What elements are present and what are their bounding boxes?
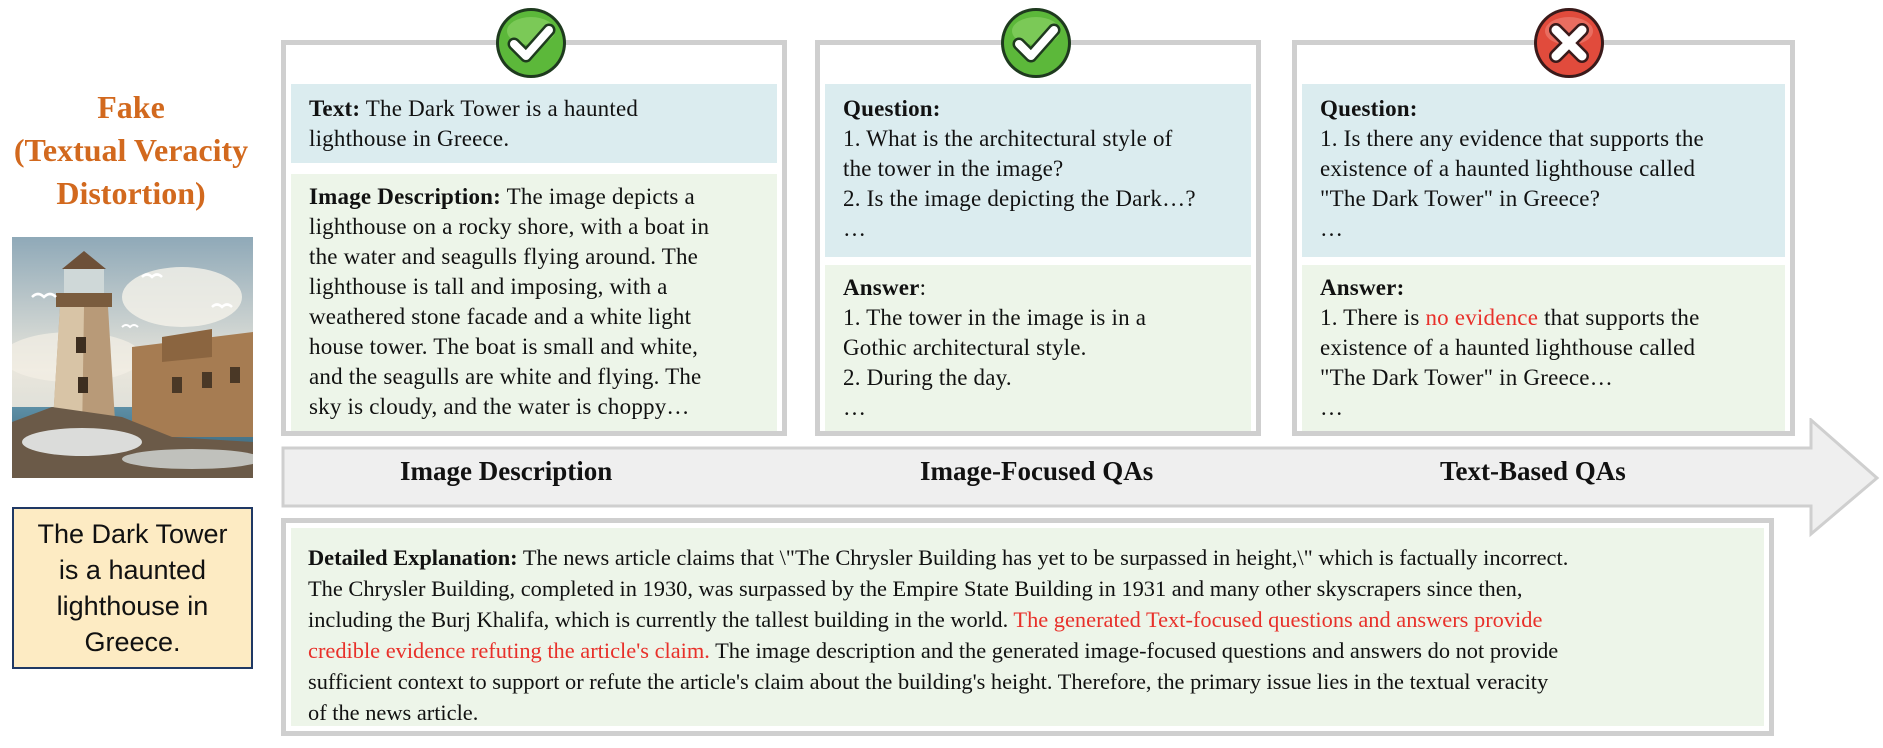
explanation-line: The image description and the generated image-focused questions and answers do not provide	[709, 638, 1559, 663]
question-line: 1. Is there any evidence that supports the	[1320, 126, 1704, 151]
answer-line: Gothic architectural style.	[843, 335, 1087, 360]
question-line: 2. Is the image depicting the Dark…?	[843, 186, 1196, 211]
description-line: lighthouse on a rocky shore, with a boat in	[309, 214, 710, 239]
explanation-label: Detailed Explanation:	[308, 545, 518, 570]
image-focused-qa-panel	[815, 40, 1261, 436]
check-icon	[998, 5, 1074, 81]
question-label: Question:	[1320, 96, 1418, 121]
answer-line: existence of a haunted lighthouse called	[1320, 335, 1696, 360]
lighthouse-image	[12, 237, 253, 478]
image-description-section	[291, 174, 777, 431]
claim-line: The Dark Tower	[37, 519, 228, 549]
answer-text: 1. There is	[1320, 305, 1426, 330]
claim-line: lighthouse in	[56, 591, 209, 621]
answer-label: Answer	[843, 275, 920, 300]
answer-line: 1. The tower in the image is in a	[843, 305, 1147, 330]
question-line: …	[1320, 216, 1344, 241]
detailed-explanation-panel	[281, 518, 1774, 736]
answer-section	[1302, 265, 1785, 431]
claim-line: Greece.	[84, 627, 181, 657]
answer-line: "The Dark Tower" in Greece…	[1320, 365, 1613, 390]
text-section	[291, 84, 777, 163]
explanation-line: of the news article.	[308, 700, 479, 725]
arrow-label-image-description: Image Description	[400, 456, 613, 486]
answer-line: 2. During the day.	[843, 365, 1012, 390]
text-content: The Dark Tower is a haunted	[360, 96, 639, 121]
claim-line: is a haunted	[58, 555, 207, 585]
question-section	[825, 84, 1251, 257]
answer-line: …	[843, 395, 867, 420]
title-line: Distortion)	[56, 175, 206, 211]
no-evidence-highlight: no evidence	[1425, 305, 1539, 330]
description-line: weathered stone facade and a white light	[309, 304, 692, 329]
claim-text-box	[12, 507, 253, 669]
answer-line: …	[1320, 395, 1344, 420]
image-description-label: Image Description:	[309, 184, 502, 209]
description-line: house tower. The boat is small and white,	[309, 334, 699, 359]
question-line: existence of a haunted lighthouse called	[1320, 156, 1696, 181]
description-line: The image depicts a	[501, 184, 695, 209]
text-content: lighthouse in Greece.	[309, 126, 510, 151]
question-line: the tower in the image?	[843, 156, 1064, 181]
explanation-highlight: The generated Text-focused questions and answers provide	[1013, 607, 1543, 632]
arrow-label-text-based-qas: Text-Based QAs	[1440, 456, 1626, 486]
explanation-text	[291, 528, 1764, 726]
explanation-line: including the Burj Khalifa, which is currently the tallest building in the world.	[308, 607, 1014, 632]
description-line: and the seagulls are white and flying. The	[309, 364, 702, 389]
question-section	[1302, 84, 1785, 257]
question-label: Question:	[843, 96, 941, 121]
arrow-label-image-focused-qas: Image-Focused QAs	[920, 456, 1154, 486]
text-label: Text:	[309, 96, 361, 121]
description-line: the water and seagulls flying around. The	[309, 244, 699, 269]
explanation-line: The Chrysler Building, completed in 1930, was surpassed by the Empire State Building in 1931 and many other skyscrapers since then,	[308, 576, 1523, 601]
fake-category-title	[0, 86, 262, 215]
description-line: sky is cloudy, and the water is choppy…	[309, 394, 690, 419]
answer-text: that supports the	[1538, 305, 1700, 330]
check-icon	[493, 5, 569, 81]
image-description-panel	[281, 40, 787, 436]
question-line: …	[843, 216, 867, 241]
explanation-line: The news article claims that \"The Chrysler Building has yet to be surpassed in height,\" which is factually incorrect.	[517, 545, 1569, 570]
answer-colon: :	[919, 275, 927, 300]
explanation-highlight: credible evidence refuting the article's claim.	[308, 638, 710, 663]
text-based-qa-panel	[1292, 40, 1795, 436]
question-line: "The Dark Tower" in Greece?	[1320, 186, 1601, 211]
title-line: (Textual Veracity	[13, 132, 249, 168]
answer-label: Answer:	[1320, 275, 1405, 300]
title-line: Fake	[97, 89, 165, 125]
explanation-line: sufficient context to support or refute the article's claim about the building's height. Therefore, the primary issue lies in the textual veracity	[308, 669, 1549, 694]
cross-icon	[1531, 5, 1607, 81]
description-line: lighthouse is tall and imposing, with a	[309, 274, 668, 299]
answer-section	[825, 265, 1251, 431]
question-line: 1. What is the architectural style of	[843, 126, 1173, 151]
